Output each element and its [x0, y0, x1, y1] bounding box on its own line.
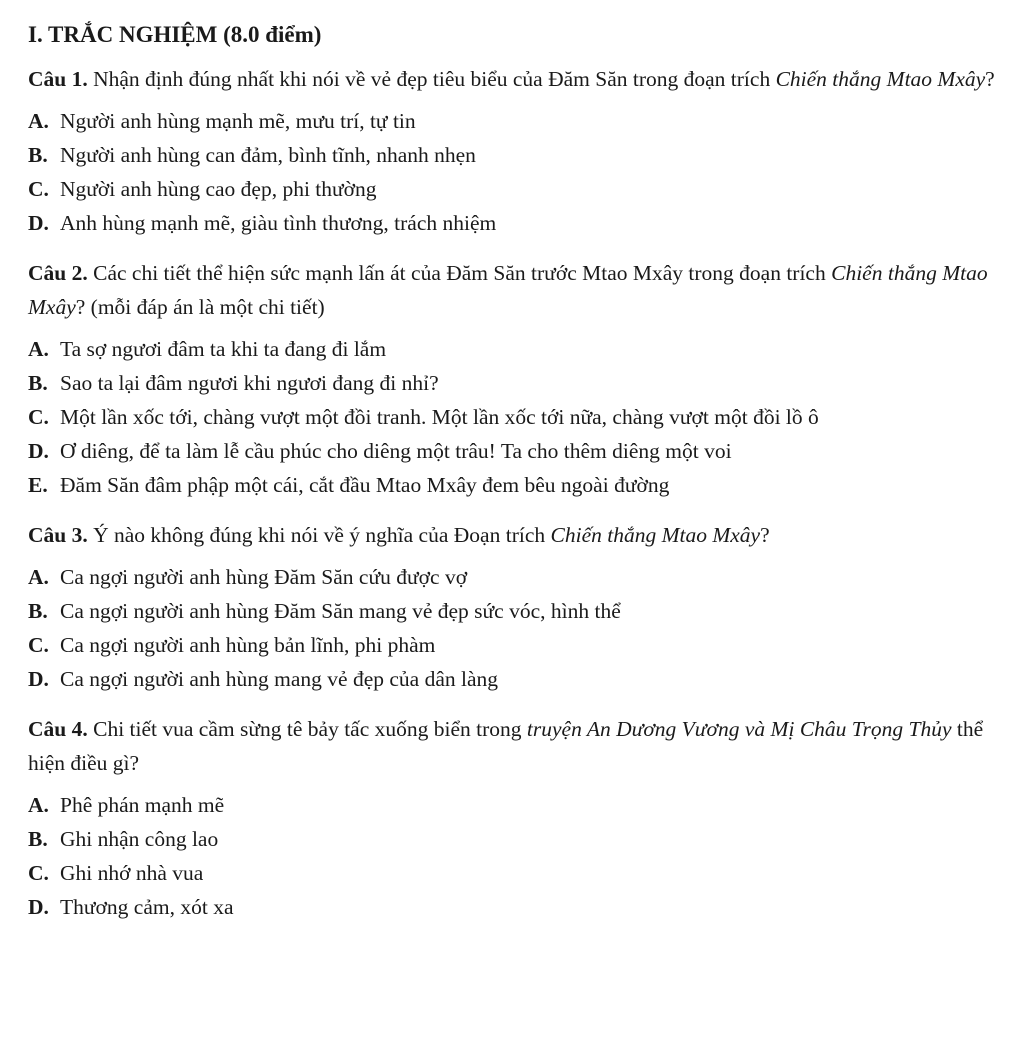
- option-letter: C.: [28, 405, 49, 429]
- question-2-number: Câu 2.: [28, 261, 88, 285]
- question-4-option-a[interactable]: [28, 788, 996, 822]
- question-2-option-e[interactable]: [28, 468, 996, 502]
- option-text: Ca ngợi người anh hùng Đăm Săn cứu được vợ: [60, 565, 468, 589]
- question-4-number: Câu 4.: [28, 717, 88, 741]
- option-text: Sao ta lại đâm ngươi khi ngươi đang đi nhỉ?: [60, 371, 439, 395]
- question-2-option-a[interactable]: [28, 332, 996, 366]
- question-2-stem: Các chi tiết thể hiện sức mạnh lấn át của Đăm Săn trước Mtao Mxây trong đoạn trích: [87, 261, 832, 285]
- question-3-option-c[interactable]: [28, 628, 996, 662]
- question-1-number: Câu 1.: [28, 67, 88, 91]
- question-1-text: [28, 62, 996, 96]
- option-text: Ca ngợi người anh hùng mang vẻ đẹp của dân làng: [60, 667, 499, 691]
- question-4-option-c[interactable]: [28, 856, 996, 890]
- question-3-option-a[interactable]: [28, 560, 996, 594]
- question-2: [28, 256, 996, 502]
- question-2-option-b[interactable]: [28, 366, 996, 400]
- question-1: [28, 62, 996, 240]
- option-letter: B.: [28, 599, 48, 623]
- question-1-option-a[interactable]: [28, 104, 996, 138]
- option-text: Thương cảm, xót xa: [60, 895, 234, 919]
- option-letter: D.: [28, 895, 49, 919]
- question-2-option-c[interactable]: [28, 400, 996, 434]
- question-1-option-d[interactable]: [28, 206, 996, 240]
- option-text: Ca ngợi người anh hùng bản lĩnh, phi phàm: [60, 633, 436, 657]
- question-3-option-b[interactable]: [28, 594, 996, 628]
- option-text: Một lần xốc tới, chàng vượt một đồi tranh. Một lần xốc tới nữa, chàng vượt một đồi lồ ô: [60, 405, 819, 429]
- question-4-stem: Chi tiết vua cầm sừng tê bảy tấc xuống biển trong: [87, 717, 527, 741]
- option-letter: B.: [28, 143, 48, 167]
- question-3-number: Câu 3.: [28, 523, 88, 547]
- question-1-option-c[interactable]: [28, 172, 996, 206]
- option-text: Đăm Săn đâm phập một cái, cắt đầu Mtao Mxây đem bêu ngoài đường: [60, 473, 670, 497]
- option-text: Phê phán mạnh mẽ: [60, 793, 225, 817]
- question-4: [28, 712, 996, 924]
- option-letter: A.: [28, 793, 49, 817]
- question-2-text: [28, 256, 996, 324]
- section-title: I. TRẮC NGHIỆM (8.0 điểm): [28, 22, 322, 47]
- question-4-text: [28, 712, 996, 780]
- option-text: Ghi nhận công lao: [60, 827, 219, 851]
- option-letter: D.: [28, 439, 49, 463]
- question-1-option-b[interactable]: [28, 138, 996, 172]
- question-3-text: [28, 518, 996, 552]
- option-letter: A.: [28, 337, 49, 361]
- question-3-option-d[interactable]: [28, 662, 996, 696]
- question-1-work-title: Chiến thắng Mtao Mxây: [775, 67, 986, 91]
- question-1-options: [28, 104, 996, 240]
- question-4-option-d[interactable]: [28, 890, 996, 924]
- option-letter: D.: [28, 211, 49, 235]
- option-text: Ta sợ ngươi đâm ta khi ta đang đi lắm: [60, 337, 387, 361]
- question-2-work-title: Chiến thắng Mtao Mxây: [28, 261, 988, 319]
- option-letter: B.: [28, 371, 48, 395]
- option-text: Ơ diêng, để ta làm lễ cầu phúc cho diêng một trâu! Ta cho thêm diêng một voi: [60, 439, 732, 463]
- option-letter: B.: [28, 827, 48, 851]
- option-letter: C.: [28, 177, 49, 201]
- question-2-stem-end: ? (mỗi đáp án là một chi tiết): [75, 295, 325, 319]
- question-3: [28, 518, 996, 696]
- option-letter: C.: [28, 633, 49, 657]
- option-letter: A.: [28, 565, 49, 589]
- option-text: Người anh hùng mạnh mẽ, mưu trí, tự tin: [60, 109, 416, 133]
- question-4-option-b[interactable]: [28, 822, 996, 856]
- question-3-work-title: Chiến thắng Mtao Mxây: [550, 523, 761, 547]
- option-text: Ghi nhớ nhà vua: [60, 861, 204, 885]
- question-4-options: [28, 788, 996, 924]
- option-letter: C.: [28, 861, 49, 885]
- question-2-options: [28, 332, 996, 502]
- question-1-stem-end: ?: [985, 67, 995, 91]
- question-1-stem: Nhận định đúng nhất khi nói về vẻ đẹp tiêu biểu của Đăm Săn trong đoạn trích: [87, 67, 776, 91]
- option-text: Anh hùng mạnh mẽ, giàu tình thương, trách nhiệm: [60, 211, 497, 235]
- question-3-options: [28, 560, 996, 696]
- question-4-work-title: truyện An Dương Vương và Mị Châu Trọng Thủy: [526, 717, 952, 741]
- option-text: Người anh hùng cao đẹp, phi thường: [60, 177, 377, 201]
- option-letter: D.: [28, 667, 49, 691]
- option-letter: E.: [28, 473, 48, 497]
- question-4-stem-end: thể hiện điều gì?: [28, 717, 984, 775]
- question-2-option-d[interactable]: [28, 434, 996, 468]
- option-text: Người anh hùng can đảm, bình tĩnh, nhanh nhẹn: [60, 143, 476, 167]
- option-text: Ca ngợi người anh hùng Đăm Săn mang vẻ đẹp sức vóc, hình thể: [60, 599, 621, 623]
- question-3-stem: Ý nào không đúng khi nói về ý nghĩa của Đoạn trích: [87, 523, 551, 547]
- question-3-stem-end: ?: [760, 523, 770, 547]
- option-letter: A.: [28, 109, 49, 133]
